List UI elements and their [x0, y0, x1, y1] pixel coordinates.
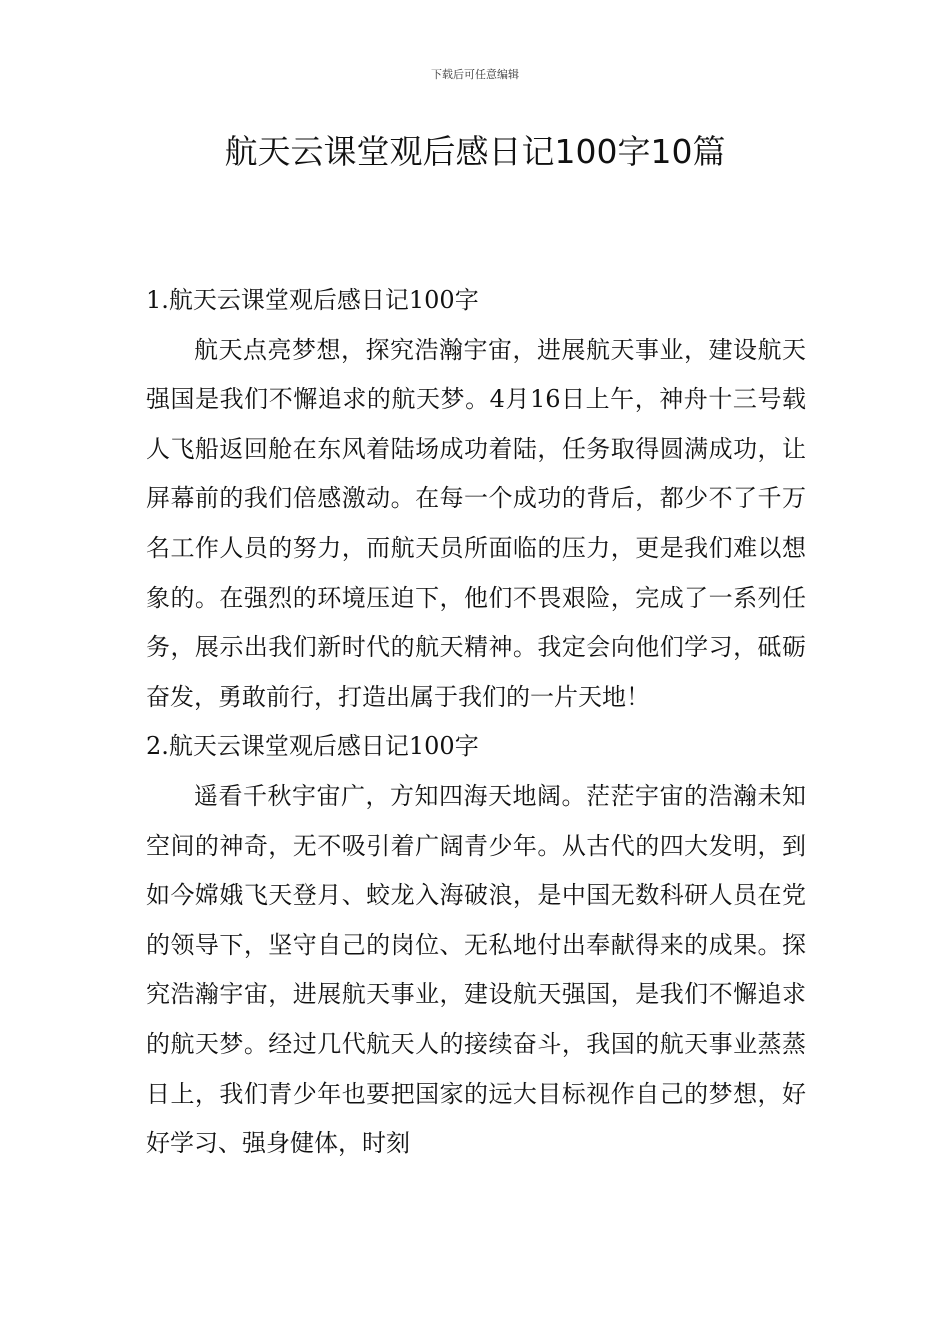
section-body-2: 遥看千秋宇宙广，方知四海天地阔。茫茫宇宙的浩瀚未知空间的神奇，无不吸引着广阔青少年。从古代的四大发明，到如今嫦娥飞天登月、蛟龙入海破浪，是中国无数科研人员在党的领导下，坚守自己的岗位、无私地付出奉献得来的成果。探究浩瀚宇宙，进展航天事业，建设航天强国，是我们不懈追求的航天梦。经过几代航天人的接续奋斗，我国的航天事业蒸蒸日上，我们青少年也要把国家的远大目标视作自己的梦想，好好学习、强身健体，时刻: [146, 781, 806, 1158]
document-content: [146, 276, 806, 1169]
section-heading-2: 2.航天云课堂观后感日记100字: [146, 732, 479, 761]
section-heading-1: 1.航天云课堂观后感日记100字: [146, 286, 479, 314]
header-note: 下载后可任意编辑: [431, 68, 519, 81]
section-body-1: 航天点亮梦想，探究浩瀚宇宙，进展航天事业，建设航天强国是我们不懈追求的航天梦。4月16日上午，神舟十三号载人飞船返回舱在东风着陆场成功着陆，任务取得圆满成功，让屏幕前的我们倍感激动。在每一个成功的背后，都少不了千万名工作人员的努力，而航天员所面临的压力，更是我们难以想象的。在强烈的环境压迫下，他们不畏艰险，完成了一系列任务，展示出我们新时代的航天精神。我定会向他们学习，砥砺奋发，勇敢前行，打造出属于我们的一片天地！: [146, 335, 806, 711]
document-title: 航天云课堂观后感日记100字10篇: [224, 132, 726, 171]
